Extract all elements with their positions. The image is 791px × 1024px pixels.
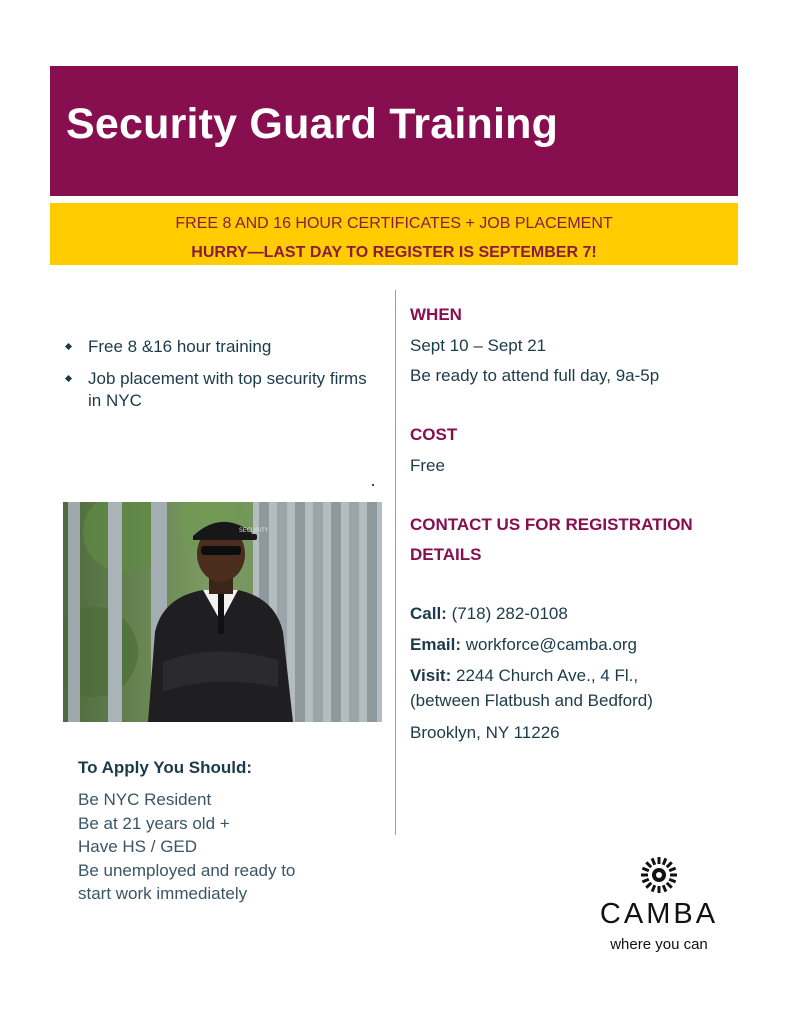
requirement-item: start work immediately — [78, 884, 248, 903]
cost-value: Free — [410, 456, 445, 475]
cost-heading: COST — [410, 425, 458, 444]
email-address[interactable]: workforce@camba.org — [461, 635, 638, 654]
page-title: Security Guard Training — [66, 100, 559, 148]
benefit-text: Job placement with top security firms in NYC — [88, 369, 367, 410]
requirement-item: Be NYC Resident — [78, 790, 212, 809]
svg-text:SECURITY: SECURITY — [239, 527, 269, 534]
visit-address-cross-streets: (between Flatbush and Bedford) — [410, 691, 653, 710]
diamond-bullet-icon — [65, 343, 72, 350]
benefit-item — [62, 368, 382, 412]
security-guard-illustration — [63, 502, 382, 722]
promo-certificates: FREE 8 AND 16 HOUR CERTIFICATES + JOB PLACEMENT — [175, 215, 613, 232]
title-banner — [50, 66, 738, 196]
requirement-item: Be unemployed and ready to — [78, 860, 296, 880]
contact-call — [410, 604, 568, 624]
column-divider — [395, 290, 396, 835]
contact-heading: CONTACT US FOR REGISTRATION — [410, 515, 693, 534]
contact-visit — [410, 666, 638, 686]
logo-wordmark: CAMBA — [599, 898, 719, 930]
contact-heading-details: DETAILS — [410, 545, 482, 564]
benefits-list — [62, 336, 382, 422]
camba-logo — [594, 852, 734, 962]
requirement-item: Have HS / GED — [78, 837, 198, 856]
visit-city: Brooklyn, NY 11226 — [410, 723, 560, 742]
benefit-item — [62, 336, 382, 358]
visit-label: Visit: — [410, 666, 452, 685]
when-heading: WHEN — [410, 305, 462, 324]
security-guard-photo — [63, 502, 382, 722]
stray-dot — [372, 484, 374, 486]
contact-email — [410, 635, 637, 655]
promo-bar — [50, 203, 738, 265]
visit-address: 2244 Church Ave., 4 Fl., — [451, 666, 639, 685]
sunburst-icon — [640, 856, 678, 894]
apply-heading: To Apply You Should: — [78, 758, 253, 777]
promo-deadline: HURRY—LAST DAY TO REGISTER IS SEPTEMBER 7! — [191, 244, 597, 261]
when-dates: Sept 10 – Sept 21 — [410, 336, 547, 355]
benefit-text: Free 8 &16 hour training — [88, 337, 272, 356]
logo-tagline: where you can — [610, 936, 708, 953]
apply-requirements-list — [78, 788, 295, 906]
requirement-item: Be at 21 years old + — [78, 813, 230, 833]
when-hours: Be ready to attend full day, 9a-5p — [410, 366, 660, 385]
email-label: Email: — [410, 635, 462, 654]
diamond-bullet-icon — [65, 375, 72, 382]
call-label: Call: — [410, 604, 447, 623]
phone-number[interactable]: (718) 282-0108 — [446, 604, 568, 623]
